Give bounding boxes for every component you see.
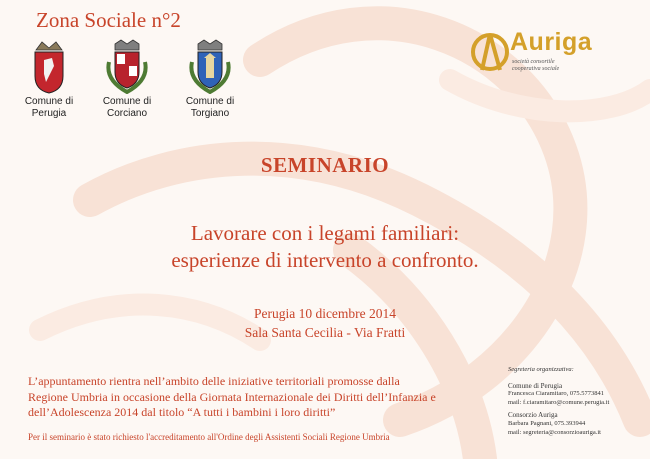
corciano-coat-of-arms-icon	[103, 38, 151, 94]
comune-corciano-line1: Comune di	[102, 96, 152, 107]
zona-sociale-title: Zona Sociale n°2	[36, 8, 181, 32]
secretary-heading: Segreteria organizzativa:	[508, 366, 574, 373]
accreditation-note: Per il seminario è stato richiesto l'accreditamento all'Ordine degli Assistenti Sociali Regione Umbria	[28, 432, 390, 442]
seminar-title-line2: esperienze di intervento a confronto.	[171, 248, 479, 272]
comune-perugia-line1: Comune di	[24, 96, 74, 107]
intro-line1: L’appuntamento rientra nell’ambito delle iniziative territoriali promosse dalla	[28, 374, 400, 388]
perugia-coat-of-arms-icon	[32, 38, 66, 94]
comune-torgiano-line1: Comune di	[185, 96, 235, 107]
comune-torgiano-line2: Torgiano	[190, 108, 230, 119]
auriga-emblem-icon	[470, 26, 512, 82]
seminar-title	[0, 220, 650, 274]
secretary-box	[508, 366, 643, 441]
seminario-label: SEMINARIO	[260, 153, 390, 177]
contact-org: Comune di Perugia	[508, 381, 563, 390]
auriga-name: Auriga	[510, 28, 593, 56]
contact-org: Consorzio Auriga	[508, 411, 558, 420]
intro-line2: Regione Umbria in occasione della Giornata Internazionale dei Diritti dell’Infanzia e	[28, 389, 436, 404]
auriga-sub-line2: cooperativa sociale	[512, 66, 560, 72]
contact-person: Barbara Pagnani, 075.393944	[508, 419, 586, 427]
contact-person: Francesca Ciaramitaro, 075.5773841	[508, 390, 605, 398]
secretary-contact-perugia	[508, 382, 643, 408]
auriga-logo	[470, 26, 620, 86]
event-date: Perugia 10 dicembre 2014	[253, 306, 397, 321]
comune-corciano-line2: Corciano	[106, 108, 148, 119]
comune-perugia	[14, 38, 84, 120]
secretary-contact-auriga	[508, 411, 643, 437]
intro-line3: dell’Adolescenza 2014 dal titolo “A tutti i bambini i loro diritti”	[28, 405, 336, 419]
comune-corciano	[92, 38, 162, 120]
event-date-venue	[0, 304, 650, 342]
seminar-title-line1: Lavorare con i legami familiari:	[190, 221, 460, 245]
intro-paragraph	[28, 374, 468, 421]
comune-torgiano	[175, 38, 245, 120]
contact-mail[interactable]: mail: segreteria@consorzioauriga.it	[508, 428, 601, 436]
torgiano-coat-of-arms-icon	[186, 38, 234, 94]
event-venue: Sala Santa Cecilia - Via Fratti	[244, 325, 406, 340]
auriga-sub-line1: società consortile	[512, 59, 555, 65]
comune-perugia-line2: Perugia	[31, 108, 67, 119]
contact-mail[interactable]: mail: f.ciaramitaro@comune.perugia.it	[508, 398, 610, 406]
